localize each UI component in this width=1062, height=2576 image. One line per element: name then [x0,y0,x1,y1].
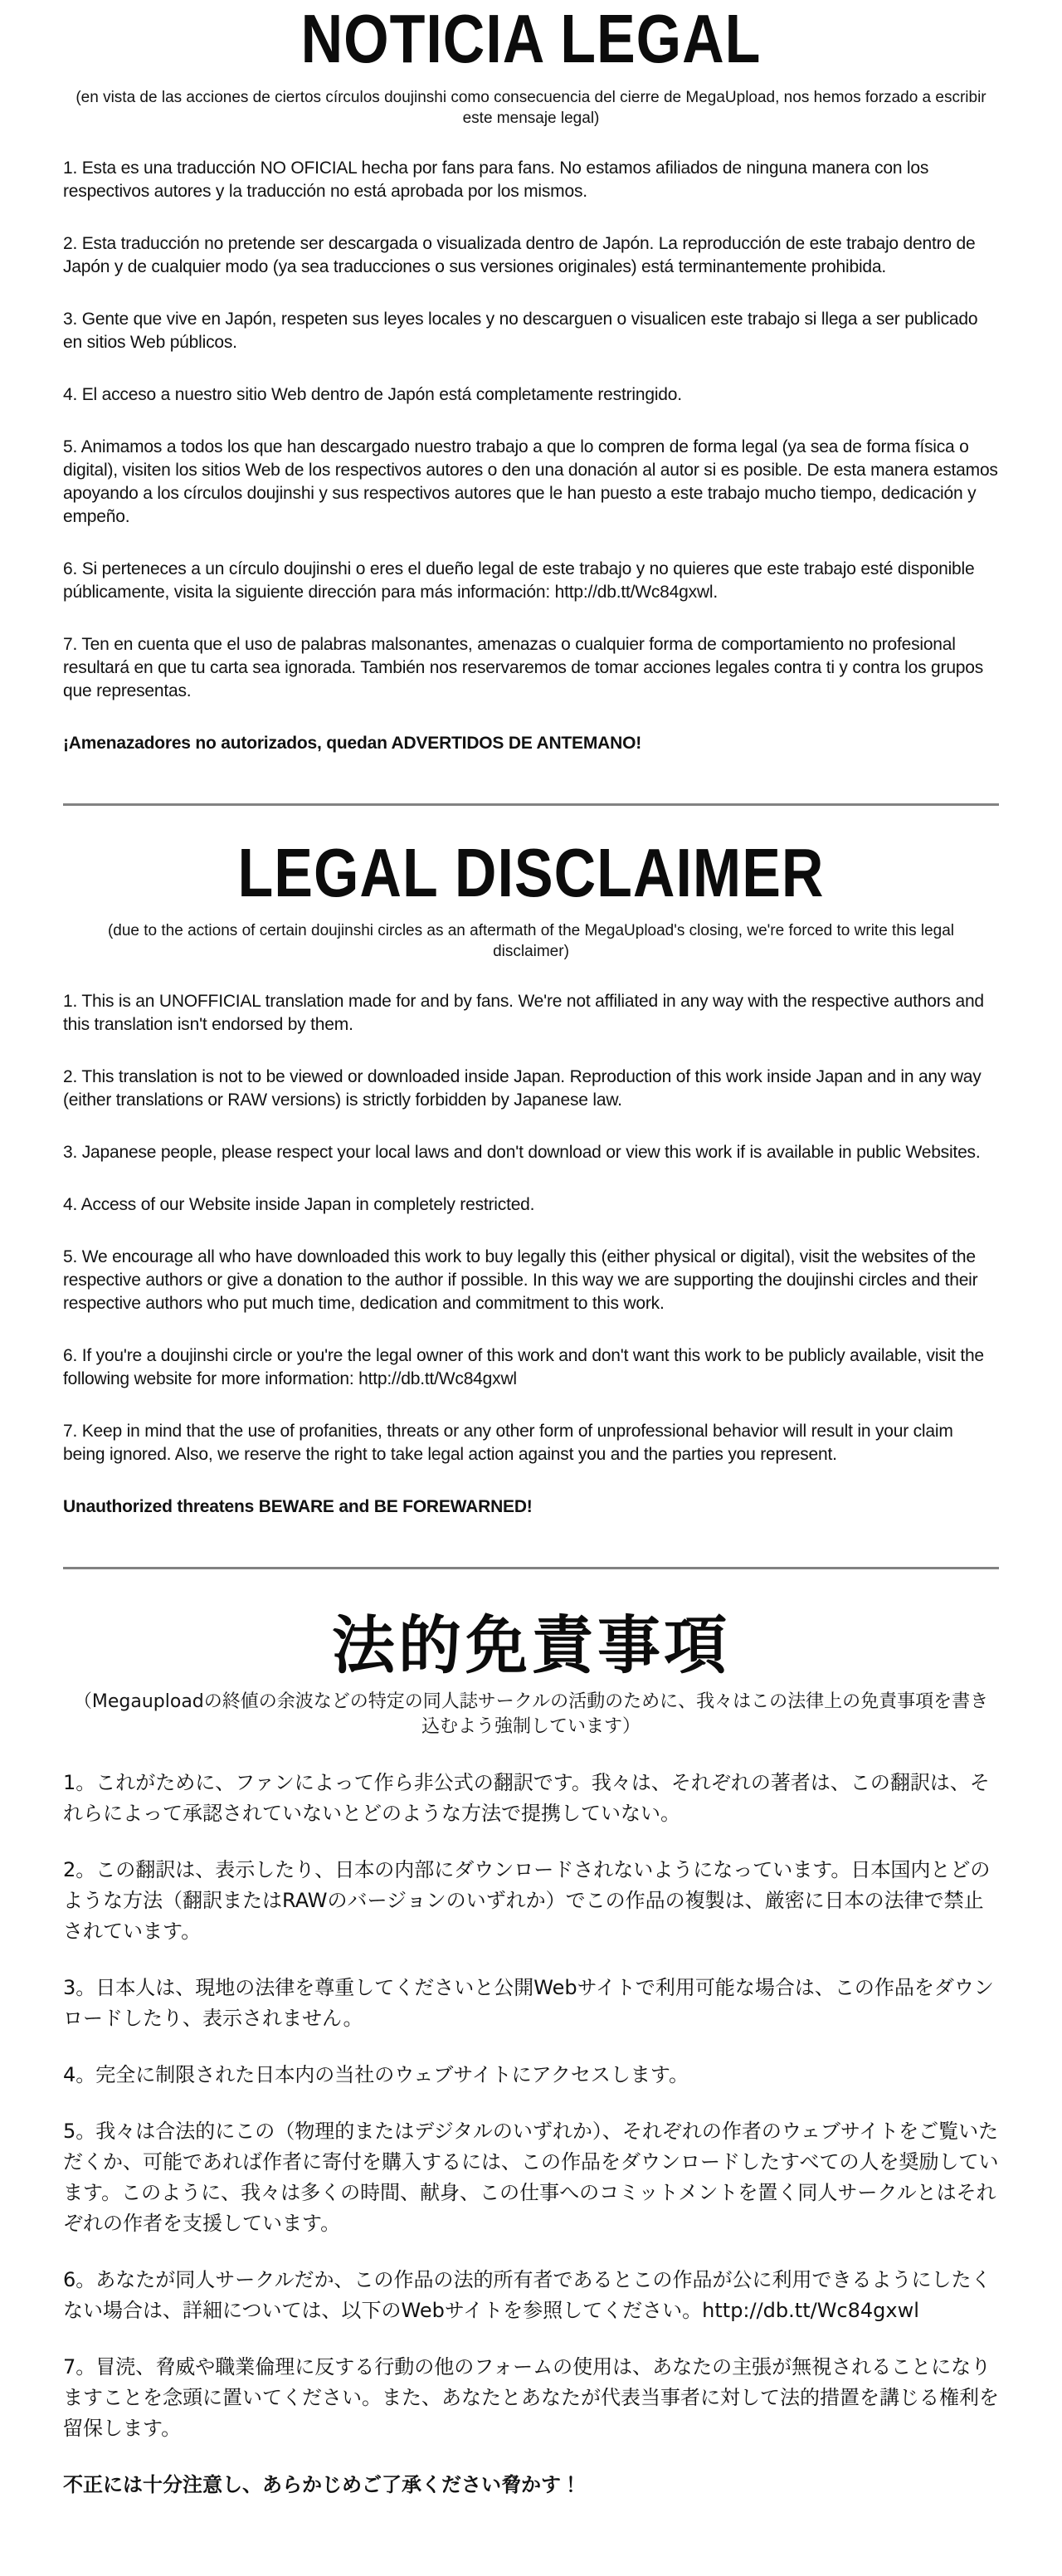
section-divider [63,803,999,806]
spanish-paragraph-5: 5. Animamos a todos los que han descargado nuestro trabajo a que lo compren de forma legal (ya sea de forma física o digital), visiten los sitios Web de los respectivos autores o den una donación al autor si es posible. De esta manera estamos apoyando a los círculos doujinshi y sus respectivos autores que le han puesto a este trabajo mucho tiempo, dedicación y empeño. [63,437,998,526]
japanese-section-title-text: 法的免責事項 [332,1608,730,1682]
english-paragraph-7: 7. Keep in mind that the use of profanities, threats or any other form of unprofessional behavior will result in your claim being ignored. Also, we reserve the right to take legal action against you and the parties you represent. [63,1422,953,1464]
english-section-title [63,834,999,913]
spanish-closing-warning: ¡Amenazadores no autorizados, quedan ADVERTIDOS DE ANTEMANO! [63,733,642,753]
english-paragraph-5: 5. We encourage all who have downloaded this work to buy legally this (either physical or digital), visit the websites of the respective authors or give a donation to the author if possible. In this way we are supporting the doujinshi circles and their respective authors who put much time, dedication and commitment to this work. [63,1247,978,1313]
spanish-paragraph-1: 1. Esta es una traducción NO OFICIAL hecha por fans para fans. No estamos afiliados de ninguna manera con los respectivos autores y la traducción no está aprobada por los mismos. [63,158,929,201]
spanish-paragraph-3: 3. Gente que vive en Japón, respeten sus leyes locales y no descarguen o visualicen este trabajo si llega a ser publicado en sitios Web públicos. [63,309,978,352]
japanese-paragraph-7: 7。冒涜、脅威や職業倫理に反する行動の他のフォームの使用は、あなたの主張が無視されることになりますことを念頭に置いてください。また、あなたとあなたが代表当事者に対して法的措置を講じる権利を留保します。 [63,2355,999,2441]
english-paragraph-3: 3. Japanese people, please respect your local laws and don't download or view this work if is available in public Websites. [63,1143,981,1162]
spanish-paragraph-4: 4. El acceso a nuestro sitio Web dentro de Japón está completamente restringido. [63,384,682,404]
english-paragraph-1: 1. This is an UNOFFICIAL translation made for and by fans. We're not affiliated in any way with the respective authors and this translation isn't endorsed by them. [63,992,984,1034]
english-paragraph-6: 6. If you're a doujinshi circle or you're the legal owner of this work and don't want this work to be publicly available, visit the following website for more information: http://db.tt/Wc84gxwl [63,1346,984,1388]
japanese-section-subtitle: （Megauploadの終値の余波などの特定の同人誌サークルの活動のために、我々はこの法律上の免責事項を書き込むよう強制しています） [73,1691,989,1738]
section-english-legal-disclaimer [63,834,999,1520]
section-spanish-legal-notice [63,0,999,755]
english-section-title-text: LEGAL DISCLAIMER [237,834,825,911]
english-closing-warning: Unauthorized threatens BEWARE and BE FOREWARNED! [63,1497,533,1516]
japanese-paragraph-4: 4。完全に制限された日本内の当社のウェブサイトにアクセスします。 [63,2063,689,2087]
english-paragraph-4: 4. Access of our Website inside Japan in completely restricted. [63,1195,535,1214]
spanish-section-subtitle: (en vista de las acciones de ciertos círculos doujinshi como consecuencia del cierre de MegaUpload, nos hemos forzado a escribir este mensaje legal) [76,88,986,127]
english-section-subtitle: (due to the actions of certain doujinshi circles as an aftermath of the MegaUpload's closing, we're forced to write this legal disclaimer) [107,922,955,960]
section-japanese-legal-disclaimer [63,1609,999,2500]
japanese-paragraph-6: 6。あなたが同人サークルだか、この作品の法的所有者であるとこの作品が公に利用できるようにしたくない場合は、詳細については、以下のWebサイトを参照してください。http://db.tt/Wc84gxwl [63,2268,991,2323]
spanish-paragraph-2: 2. Esta traducción no pretende ser descargada o visualizada dentro de Japón. La reproducción de este trabajo dentro de Japón y de cualquier modo (ya sea traducciones o sus versiones originales) está terminantemente prohibida. [63,233,976,276]
japanese-paragraph-1: 1。これがために、ファンによって作ら非公式の翻訳です。我々は、それぞれの著者は、この翻訳は、それらによって承認されていないとどのような方法で提携していない。 [63,1771,990,1826]
spanish-paragraph-7: 7. Ten en cuenta que el uso de palabras malsonantes, amenazas o cualquier forma de comportamiento no profesional resultará en que tu carta sea ignorada. También nos reservaremos de tomar acciones legales contra ti y contra los grupos que representas. [63,634,984,700]
japanese-closing-warning: 不正には十分注意し、あらかじめご了承ください脅かす！ [63,2473,581,2497]
section-divider [63,1567,999,1569]
english-paragraph-2: 2. This translation is not to be viewed or downloaded inside Japan. Reproduction of this work inside Japan and in any way (either translations or RAW versions) is strictly forbidden by Japanese law. [63,1067,982,1110]
japanese-section-title [63,1609,999,1681]
spanish-section-title-text: NOTICIA LEGAL [300,0,762,77]
spanish-paragraph-6: 6. Si perteneces a un círculo doujinshi o eres el dueño legal de este trabajo y no quieres que este trabajo esté disponible públicamente, visita la siguiente dirección para más información: http://db.tt/Wc84gxwl. [63,559,975,602]
japanese-paragraph-3: 3。日本人は、現地の法律を尊重してくださいと公開Webサイトで利用可能な場合は、この作品をダウンロードしたり、表示されません。 [63,1976,994,2031]
spanish-section-title [63,0,999,79]
japanese-paragraph-2: 2。この翻訳は、表示したり、日本の内部にダウンロードされないようになっています。日本国内とどのような方法（翻訳またはRAWのバージョンのいずれか）でこの作品の複製は、厳密に日本の法律で禁止されています。 [63,1858,991,1944]
japanese-paragraph-5: 5。我々は合法的にこの（物理的またはデジタルのいずれか）、それぞれの作者のウェブサイトをご覧いただくか、可能であれば作者に寄付を購入するには、この作品をダウンロードしたすべての人を奨励しています。このように、我々は多くの時間、献身、この仕事へのコミットメントを置く同人サークルとはそれぞれの作者を支援しています。 [63,2120,999,2236]
